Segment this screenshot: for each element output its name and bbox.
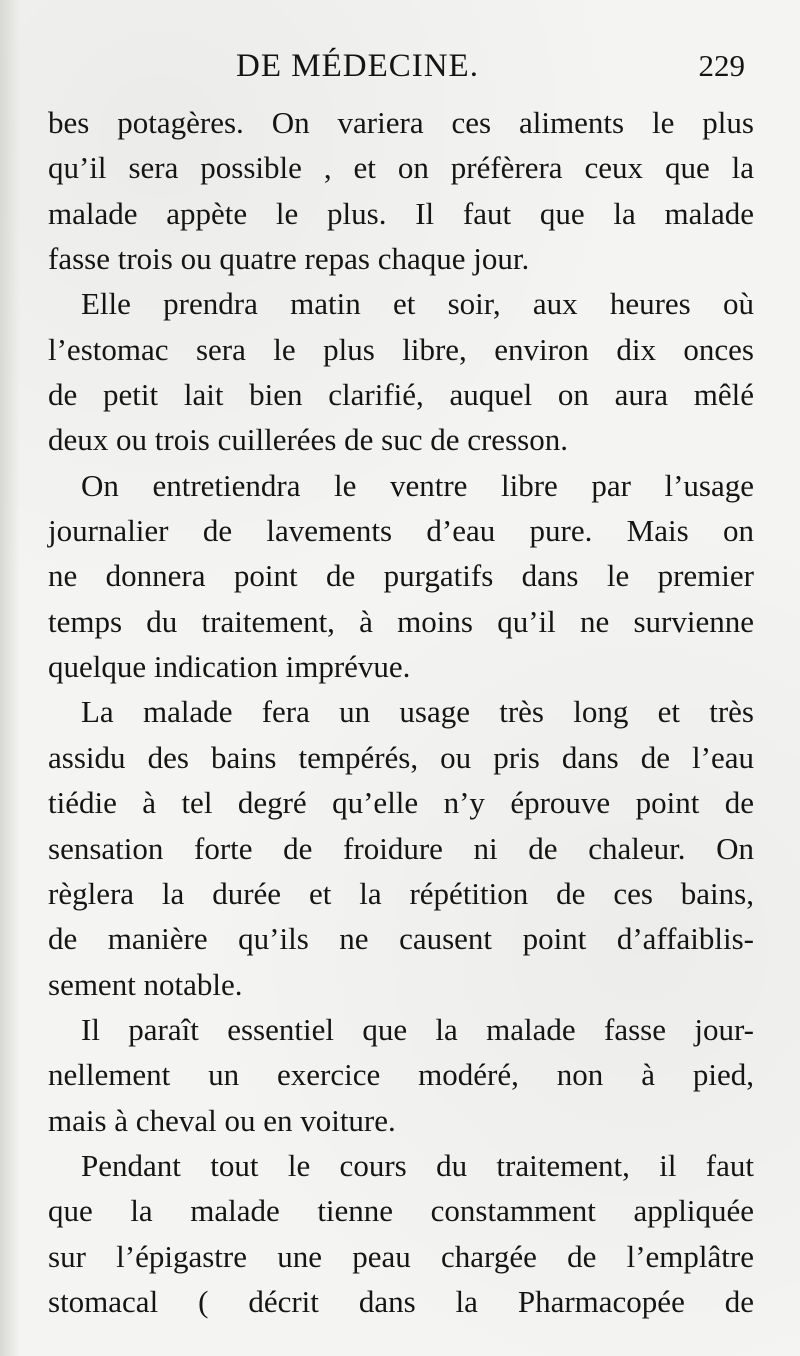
text-line: stomacal ( décrit dans la Pharmacopée de xyxy=(48,1283,754,1319)
text-line: que la malade tienne constamment appliquée xyxy=(48,1193,754,1229)
running-title: DE MÉDECINE. xyxy=(236,48,479,84)
text-line: fasse trois ou quatre repas chaque jour. xyxy=(48,241,530,277)
text-line: temps du traitement, à moins qu’il ne survienne xyxy=(48,603,754,639)
text-line: deux ou trois cuillerées de suc de cresson. xyxy=(48,422,568,458)
text-line: journalier de lavements d’eau pure. Mais on xyxy=(48,513,754,549)
text-line: sensation forte de froidure ni de chaleur. On xyxy=(48,830,754,866)
body-text xyxy=(48,100,754,1324)
text-line: La malade fera un usage très long et très xyxy=(81,694,754,730)
text-line: règlera la durée et la répétition de ces bains, xyxy=(48,875,754,911)
text-line: Il paraît essentiel que la malade fasse jour- xyxy=(81,1011,754,1047)
text-line: bes potagères. On variera ces aliments le plus xyxy=(48,105,754,140)
text-line: Elle prendra matin et soir, aux heures où xyxy=(81,286,754,322)
page-edge-shadow xyxy=(0,0,20,1356)
text-line: malade appète le plus. Il faut que la malade xyxy=(48,195,754,231)
running-header xyxy=(50,40,745,92)
text-line: assidu des bains tempérés, ou pris dans de l’eau xyxy=(48,739,754,775)
text-line: l’estomac sera le plus libre, environ dix onces xyxy=(48,331,754,367)
text-line: sur l’épigastre une peau chargée de l’emplâtre xyxy=(48,1238,754,1274)
text-line: de petit lait bien clarifié, auquel on aura mêlé xyxy=(48,377,754,413)
text-line: qu’il sera possible , et on préfèrera ceux que la xyxy=(48,150,754,186)
text-line: nellement un exercice modéré, non à pied, xyxy=(48,1057,754,1093)
text-line: sement notable. xyxy=(48,966,243,1002)
text-line: tiédie à tel degré qu’elle n’y éprouve point de xyxy=(48,785,754,821)
text-line: ne donnera point de purgatifs dans le premier xyxy=(48,558,754,594)
page-number: 229 xyxy=(698,48,745,83)
text-line: mais à cheval ou en voiture. xyxy=(48,1102,396,1138)
text-line: de manière qu’ils ne causent point d’affaiblis- xyxy=(48,921,754,957)
text-line: Pendant tout le cours du traitement, il faut xyxy=(81,1147,754,1183)
text-line: quelque indication imprévue. xyxy=(48,649,411,685)
text-line: On entretiendra le ventre libre par l’usage xyxy=(81,467,754,503)
